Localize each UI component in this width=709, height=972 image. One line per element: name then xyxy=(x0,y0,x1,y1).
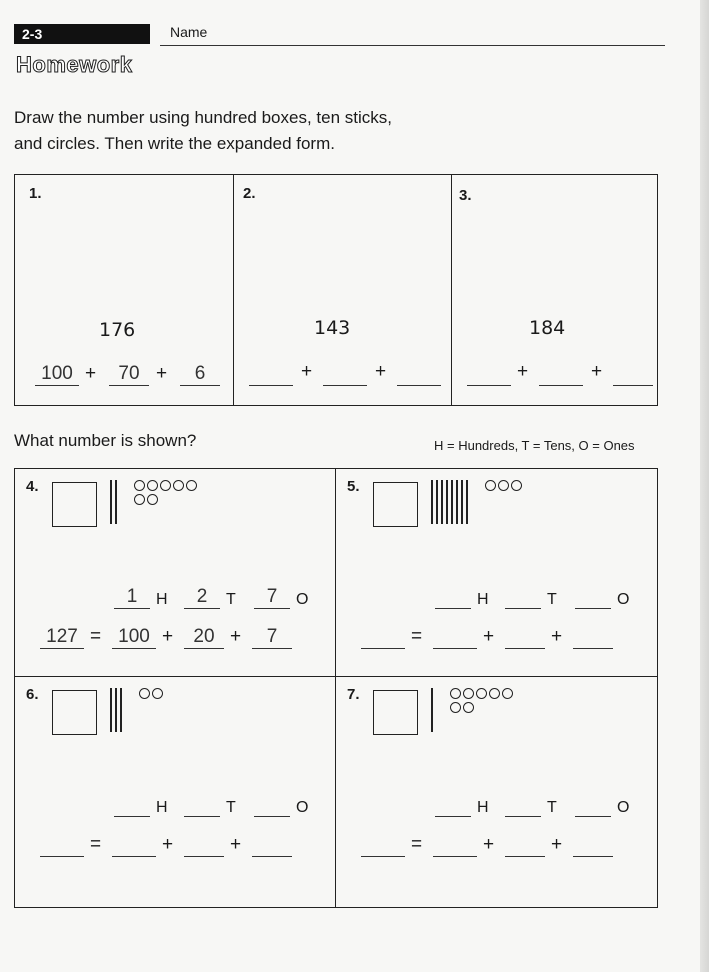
ones-blank[interactable] xyxy=(252,834,292,857)
name-line[interactable] xyxy=(160,45,665,46)
plus-sign: + xyxy=(156,363,168,384)
ten-stick xyxy=(115,688,117,732)
one-circle xyxy=(134,480,145,491)
ten-stick xyxy=(461,480,463,524)
hundreds-blank[interactable] xyxy=(112,834,156,857)
tens-blank[interactable]: 70 xyxy=(109,363,149,386)
plus-sign: + xyxy=(591,361,603,382)
ones-label: O xyxy=(617,591,630,608)
plus-sign: + xyxy=(85,363,97,384)
place-value-key: H = Hundreds, T = Tens, O = Ones xyxy=(434,438,635,453)
one-circle xyxy=(134,494,145,505)
instruction-line-1: Draw the number using hundred boxes, ten sticks, xyxy=(14,108,392,127)
one-circle xyxy=(463,702,474,713)
ones-digit-blank[interactable] xyxy=(575,794,611,817)
one-circle xyxy=(502,688,513,699)
tens-blank[interactable] xyxy=(323,363,367,386)
grid-divider xyxy=(335,469,336,907)
grid-divider xyxy=(233,175,234,405)
ten-stick xyxy=(110,688,112,732)
expanded-form-grid xyxy=(14,174,658,406)
name-label: Name xyxy=(170,24,208,40)
hundreds-blank[interactable]: 100 xyxy=(112,626,156,649)
hundreds-blank[interactable] xyxy=(467,363,511,386)
ten-stick xyxy=(120,688,122,732)
one-circle xyxy=(186,480,197,491)
hundreds-digit-blank[interactable] xyxy=(435,586,471,609)
plus-sign: + xyxy=(551,834,563,855)
ten-stick xyxy=(431,480,433,524)
tens-blank[interactable] xyxy=(505,626,545,649)
plus-sign: + xyxy=(483,626,495,647)
number-blank[interactable] xyxy=(361,834,405,857)
plus-sign: + xyxy=(301,361,313,382)
problem-number: 6. xyxy=(26,686,39,703)
plus-sign: + xyxy=(551,626,563,647)
hundred-box xyxy=(373,482,418,527)
one-circle xyxy=(139,688,150,699)
tens-label: T xyxy=(226,799,236,816)
ten-stick xyxy=(456,480,458,524)
tens-blank[interactable] xyxy=(539,363,583,386)
ones-digit-blank[interactable]: 7 xyxy=(254,586,290,609)
ones-blank[interactable] xyxy=(613,363,653,386)
one-circle xyxy=(476,688,487,699)
lesson-badge: 2-3 xyxy=(14,24,150,44)
one-circle xyxy=(485,480,496,491)
plus-sign: + xyxy=(517,361,529,382)
tens-digit-blank[interactable] xyxy=(505,586,541,609)
plus-sign: + xyxy=(375,361,387,382)
ten-stick xyxy=(466,480,468,524)
ones-blank[interactable] xyxy=(573,834,613,857)
one-circle xyxy=(511,480,522,491)
equals-sign: = xyxy=(411,834,423,855)
hundreds-blank[interactable] xyxy=(433,626,477,649)
one-circle xyxy=(147,494,158,505)
target-number: 143 xyxy=(314,317,351,339)
one-circle xyxy=(498,480,509,491)
problem-number: 5. xyxy=(347,478,360,495)
hundreds-digit-blank[interactable] xyxy=(114,794,150,817)
plus-sign: + xyxy=(230,834,242,855)
plus-sign: + xyxy=(162,834,174,855)
hundreds-label: H xyxy=(477,591,489,608)
hundred-box xyxy=(52,482,97,527)
grid-divider xyxy=(15,676,657,677)
hundreds-label: H xyxy=(156,591,168,608)
hundred-box xyxy=(373,690,418,735)
page-edge xyxy=(700,0,709,972)
number-blank[interactable]: 127 xyxy=(40,626,84,649)
ten-stick xyxy=(110,480,112,524)
one-circle xyxy=(450,702,461,713)
hundreds-blank[interactable] xyxy=(249,363,293,386)
one-circle xyxy=(147,480,158,491)
one-circle xyxy=(173,480,184,491)
problem-number: 1. xyxy=(29,185,42,202)
number-blank[interactable] xyxy=(40,834,84,857)
equals-sign: = xyxy=(411,626,423,647)
one-circle xyxy=(489,688,500,699)
homework-title: Homework xyxy=(16,52,133,77)
tens-label: T xyxy=(547,799,557,816)
target-number: 176 xyxy=(99,319,136,341)
instruction-line-2: and circles. Then write the expanded form. xyxy=(14,134,335,153)
ones-blank[interactable]: 6 xyxy=(180,363,220,386)
tens-digit-blank[interactable] xyxy=(184,794,220,817)
one-circle xyxy=(450,688,461,699)
ones-digit-blank[interactable] xyxy=(575,586,611,609)
hundreds-blank[interactable] xyxy=(433,834,477,857)
tens-digit-blank[interactable]: 2 xyxy=(184,586,220,609)
ones-label: O xyxy=(617,799,630,816)
hundreds-label: H xyxy=(477,799,489,816)
grid-divider xyxy=(451,175,452,405)
ones-label: O xyxy=(296,799,309,816)
problem-number: 4. xyxy=(26,478,39,495)
ten-stick xyxy=(446,480,448,524)
ones-blank[interactable]: 7 xyxy=(252,626,292,649)
problem-number: 3. xyxy=(459,187,472,204)
hundreds-blank[interactable]: 100 xyxy=(35,363,79,386)
tens-blank[interactable] xyxy=(184,834,224,857)
equals-sign: = xyxy=(90,834,102,855)
part2-question: What number is shown? xyxy=(14,431,197,450)
tens-blank[interactable]: 20 xyxy=(184,626,224,649)
plus-sign: + xyxy=(483,834,495,855)
number-blank[interactable] xyxy=(361,626,405,649)
target-number: 184 xyxy=(529,317,566,339)
hundred-box xyxy=(52,690,97,735)
plus-sign: + xyxy=(230,626,242,647)
ones-digit-blank[interactable] xyxy=(254,794,290,817)
ten-stick xyxy=(441,480,443,524)
hundreds-label: H xyxy=(156,799,168,816)
problem-number: 2. xyxy=(243,185,256,202)
hundreds-digit-blank[interactable] xyxy=(435,794,471,817)
plus-sign: + xyxy=(162,626,174,647)
tens-label: T xyxy=(547,591,557,608)
equals-sign: = xyxy=(90,626,102,647)
one-circle xyxy=(463,688,474,699)
ten-stick xyxy=(436,480,438,524)
problem-number: 7. xyxy=(347,686,360,703)
ones-blank[interactable] xyxy=(573,626,613,649)
ones-blank[interactable] xyxy=(397,363,441,386)
one-circle xyxy=(160,480,171,491)
ten-stick xyxy=(451,480,453,524)
ones-label: O xyxy=(296,591,309,608)
ten-stick xyxy=(431,688,433,732)
tens-label: T xyxy=(226,591,236,608)
tens-blank[interactable] xyxy=(505,834,545,857)
tens-digit-blank[interactable] xyxy=(505,794,541,817)
one-circle xyxy=(152,688,163,699)
ten-stick xyxy=(115,480,117,524)
hundreds-digit-blank[interactable]: 1 xyxy=(114,586,150,609)
